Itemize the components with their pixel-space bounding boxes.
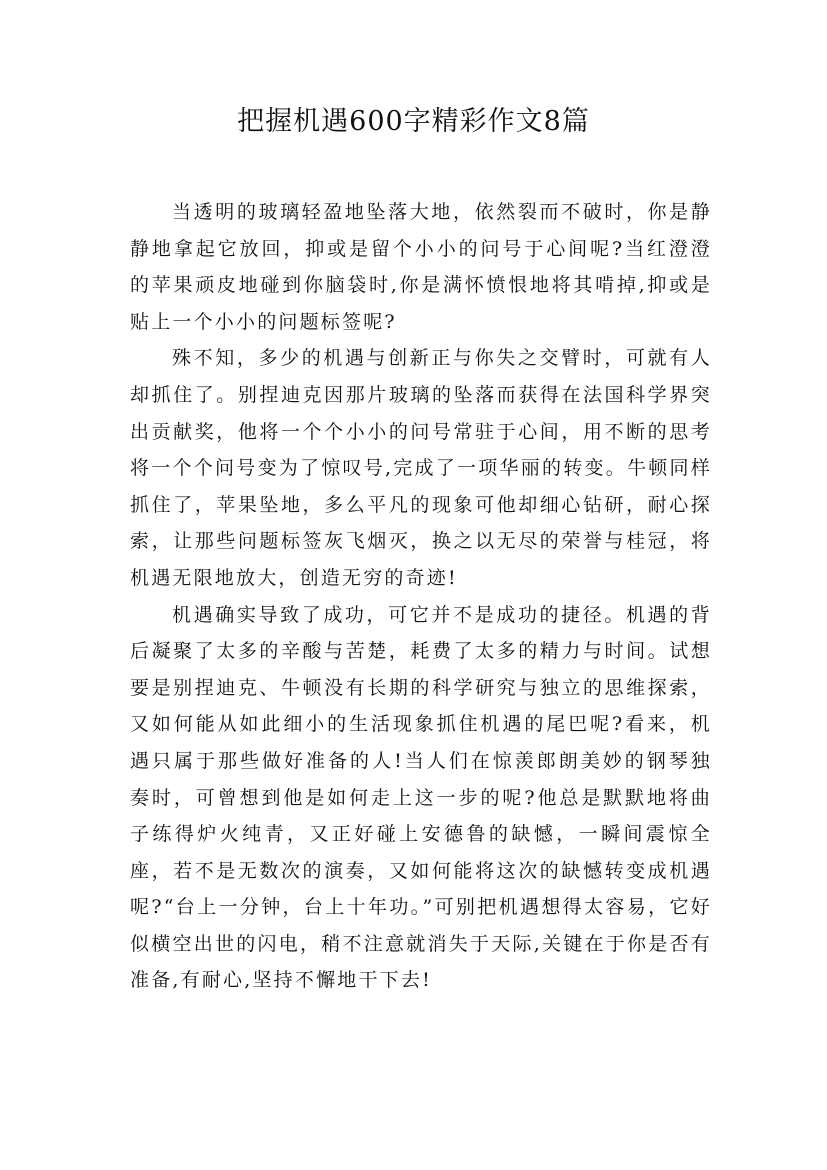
paragraph-1: 当透明的玻璃轻盈地坠落大地，依然裂而不破时，你是静静地拿起它放回，抑或是留个小小的问号于心间呢?当红澄澄的苹果顽皮地碰到你脑袋时,你是满怀愤恨地将其啃掉,抑或是贴上一个小小的问题标签呢? <box>130 201 712 333</box>
paragraph-3: 机遇确实导致了成功，可它并不是成功的捷径。机遇的背后凝聚了太多的辛酸与苦楚，耗费了太多的精力与时间。试想要是别捏迪克、牛顿没有长期的科学研究与独立的思维探索，又如何能从如此细小的生活现象抓住机遇的尾巴呢?看来，机遇只属于那些做好准备的人!当人们在惊羡郎朗美妙的钢琴独奏时，可曾想到他是如何走上这一步的呢?他总是默默地将曲子练得炉火纯青，又正好碰上安德鲁的缺憾，一瞬间震惊全座，若不是无数次的演奏，又如何能将这次的缺憾转变成机遇呢?“台上一分钟，台上十年功。”可别把机遇想得太容易，它好似横空出世的闪电，稍不注意就消失于天际,关键在于你是否有准备,有耐心,坚持不懈地干下去! <box>130 603 712 992</box>
document-title: 把握机遇600字精彩作文8篇 <box>237 106 590 137</box>
document-body <box>130 194 712 999</box>
paragraph-2: 殊不知，多少的机遇与创新正与你失之交臂时，可就有人却抓住了。别捏迪克因那片玻璃的坠落而获得在法国科学界突出贡献奖，他将一个个小小的问号常驻于心间，用不断的思考将一个个问号变为了惊叹号,完成了一项华丽的转变。牛顿同样抓住了，苹果坠地，多么平凡的现象可他却细心钻研，耐心探索，让那些问题标签灰飞烟灭，换之以无尽的荣誉与桂冠，将机遇无限地放大，创造无穷的奇迹! <box>130 347 712 589</box>
